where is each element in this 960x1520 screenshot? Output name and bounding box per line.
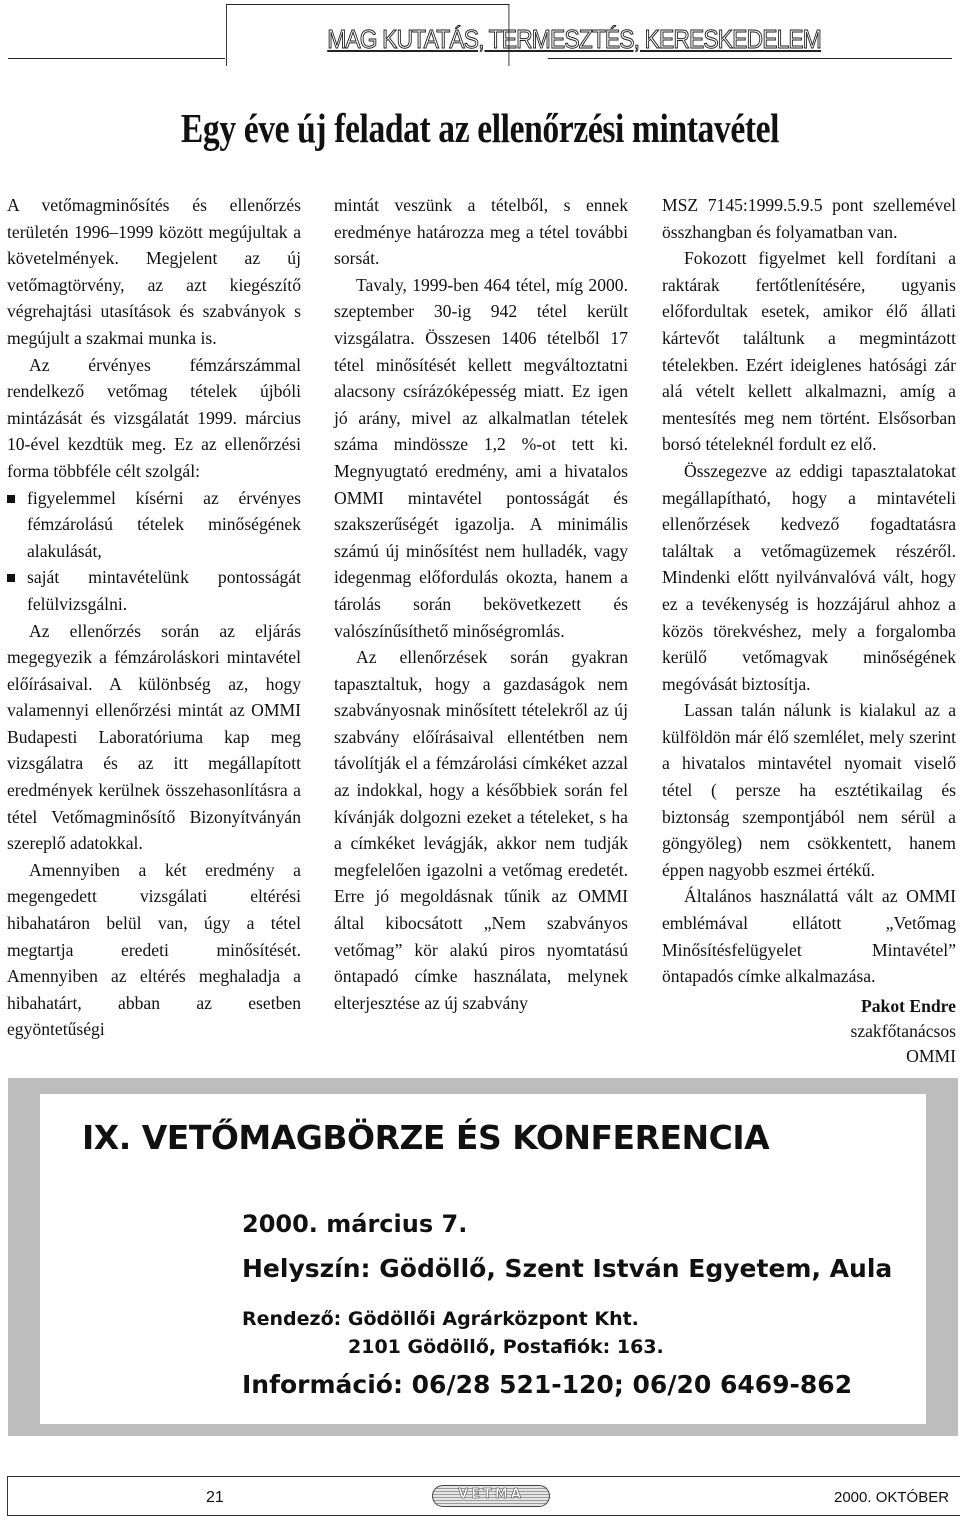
announcement-title: IX. VETŐMAGBÖRZE ÉS KONFERENCIA xyxy=(82,1118,770,1157)
bullet-list xyxy=(7,485,301,618)
paragraph: Általános használattá vált az OMMI emblémával ellátott „Vetőmag Minősítésfelügyelet Mintavétel” öntapadós címke alkalmazása. xyxy=(662,886,956,987)
announcement-panel xyxy=(40,1094,926,1424)
paragraph: Fokozott figyelmet kell fordítani a raktárak fertőtlenítésére, ugyanis előfordultak esetek, amikor élő állati kártevőt találtunk a megmintázott tételekben. Ezért ideiglenes hatósági zár alá vételt kellett alkalmazni, amíg a mentesítés meg nem történt. Elsősorban borsó tételeknél fordult ez elő. xyxy=(662,248,956,455)
header-rule-right xyxy=(548,58,952,59)
article-column-1 xyxy=(7,192,301,1043)
paragraph: mintát veszünk a tételből, s ennek eredménye határozza meg a tétel további sorsát. xyxy=(334,195,628,269)
article-title: Egy éve új feladat az ellenőrzési mintavétel xyxy=(180,105,780,151)
paragraph: Lassan talán nálunk is kialakul az a külföldön már élő szemlélet, mely szerint a hivatalos mintavétel nyomait viselő tétel ( persze ha esztétikailag és biztonság szempontjából nem sérül a göngyöleg) nem csökkentett, hanem éppen nagyobb eszmei értékű. xyxy=(662,700,956,880)
section-label-tab xyxy=(226,4,821,66)
author-role: szakfőtanácsos xyxy=(850,1020,956,1041)
paragraph: Az ellenőrzés során az eljárás megegyezik a fémzároláskori mintavétel előírásaival. A különbség az, hogy valamennyi ellenőrzési mintát az OMMI Budapesti Laboratóriuma kap meg vizsgálatra és az itt megállapított eredmények kerülnek összehasonlításra a tétel Vetőmagminősítő Bizonyítványán szereplő adatokkal. xyxy=(7,620,301,854)
announcement-date: 2000. március 7. xyxy=(242,1210,468,1238)
issue-date: 2000. OKTÓBER xyxy=(834,1489,950,1506)
paragraph: Összegezve az eddigi tapasztalatokat megállapítható, hogy a mintavételi ellenőrzések kedvező fogadtatásra találtak a vetőmagüzemek részéről. Mindenki előtt nyilvánvalóvá vált, hogy ez a tevékenység is hozzájárul ahhoz a közös törekvéshez, mely a forgalomba kerülő vetőmagvak minőségének megóvását biztosítja. xyxy=(662,460,956,694)
paragraph: Tavaly, 1999-ben 464 tétel, míg 2000. szeptember 30-ig 942 tétel került vizsgálatra. Összesen 1406 tételből 17 tétel minősítését kellett megváltoztatni alacsony csírázóképesség miatt. Ez igen jó arány, mivel az alkalmatlan tételek száma mindössze 1,2 %-ot tett ki. Megnyugtató eredmény, ami a hivatalos OMMI mintavétel pontosságát és szakszerűségét igazolja. A minimális számú új minősítést nem hulladék, vagy idegenmag előfordulás okozta, hanem a tárolás során bekövetkezett és valószínűsíthető minőségromlás. xyxy=(334,274,628,641)
announcement-info: Információ: 06/28 521-120; 06/20 6469-862 xyxy=(242,1370,853,1399)
paragraph: A vetőmagminősítés és ellenőrzés területén 1996–1999 között megújultak a követelmények. Megjelent az új vetőmagtörvény, az azt kiegészítő végrehajtási utasítások és szabványok s megújult a szakmai munka is. xyxy=(7,195,301,348)
author-organization: OMMI xyxy=(906,1045,956,1066)
paragraph: MSZ 7145:1999.5.9.5 pont szellemével összhangban és folyamatban van. xyxy=(662,195,956,242)
announcement-address: 2101 Gödöllő, Postafiók: 163. xyxy=(348,1336,664,1358)
paragraph: Amennyiben a két eredmény a megengedett vizsgálati eltérési hibahatáron belül van, úgy a tétel megtartja eredeti minősítését. Amennyiben az eltérés meghaladja a hibahatárt, abban az esetben egyöntetűségi xyxy=(7,859,301,1040)
page-footer xyxy=(7,1476,960,1516)
article-column-3 xyxy=(662,192,956,1069)
paragraph: Az ellenőrzések során gyakran tapasztaltuk, hogy a gazdaságok nem szabványosnak minősített tételekről az új szabvány előírásaival ellentétben nem távolítják el a fémzárolási címkéket azzal az indokkal, hogy a későbbiek során fel kívánják dolgozni ezeket a tételeket, s ha a címkéket levágják, akkor nem tudják megfelelően igazolni a vetőmag eredetét. Erre jó megoldásnak tűnik az OMMI által kibocsátott „Nem szabványos vetőmag” kör alakú piros nyomtatású öntapadó címke használata, melynek elterjesztése az új szabvány xyxy=(334,647,628,1013)
announcement-organizer: Rendező: Gödöllői Agrárközpont Kht. xyxy=(242,1308,639,1330)
article-column-2 xyxy=(334,192,628,1016)
announcement-box xyxy=(8,1078,958,1436)
header-rule-left xyxy=(8,58,225,59)
paragraph: Az érvényes fémzárszámmal rendelkező vetőmag tételek újbóli mintázását és vizsgálatát 1999. március 10-ével kezdtük meg. Ez az ellenőrzési forma többféle célt szolgál: xyxy=(7,354,301,481)
section-label-text: MAG KUTATÁS, TERMESZTÉS, KERESKEDELEM xyxy=(327,24,821,54)
list-item: saját mintavételünk pontosságát felülvizsgálni. xyxy=(7,564,301,617)
announcement-venue: Helyszín: Gödöllő, Szent István Egyetem, Aula xyxy=(242,1254,893,1283)
author-name: Pakot Endre xyxy=(861,995,956,1016)
page-number: 21 xyxy=(206,1489,224,1506)
author-signature xyxy=(662,994,956,1069)
logo-text: VETMA xyxy=(458,1487,524,1502)
vetma-logo-icon xyxy=(432,1485,550,1507)
list-item: figyelemmel kísérni az érvényes fémzárolású tételek minőségének alakulását, xyxy=(7,485,301,565)
